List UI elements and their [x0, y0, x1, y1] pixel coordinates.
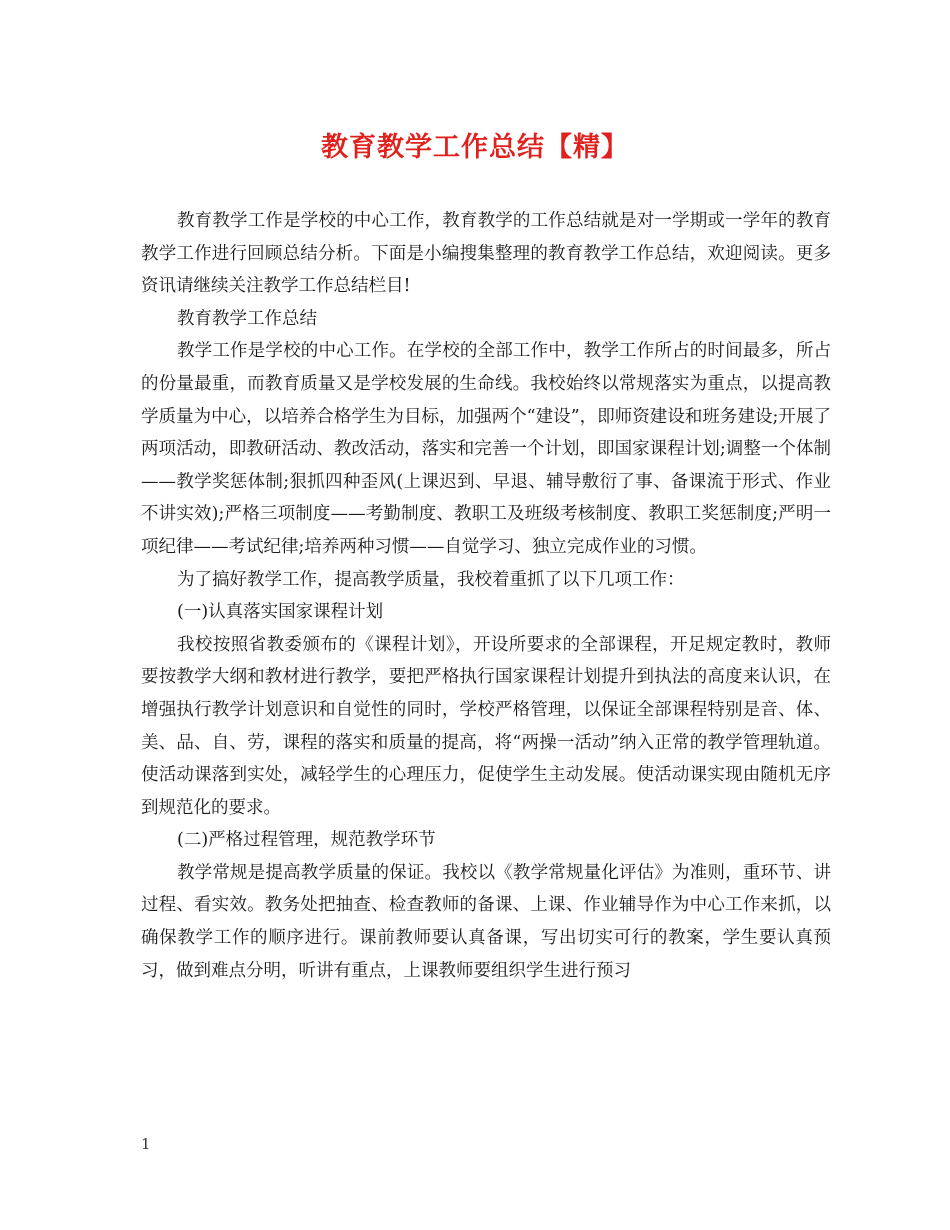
- document-body: [141, 205, 831, 987]
- intro-paragraph: 教育教学工作是学校的中心工作，教育教学的工作总结就是对一学期或一学年的教育教学工作进行回顾总结分析。下面是小编搜集整理的教育教学工作总结，欢迎阅读。更多资讯请继续关注教学工作总结栏目!: [141, 211, 831, 297]
- section-heading: 教育教学工作总结: [177, 308, 317, 329]
- body-paragraph: 教学常规是提高教学质量的保证。我校以《教学常规量化评估》为准则，重环节、讲过程、看实效。教务处把抽查、检查教师的备课、上课、作业辅导作为中心工作来抓，以确保教学工作的顺序进行。课前教师要认真备课，写出切实可行的教案，学生要认真预习，做到难点分明，听讲有重点，上课教师要组织学生进行预习: [141, 862, 831, 981]
- body-paragraph: 我校按照省教委颁布的《课程计划》，开设所要求的全部课程，开足规定教时，教师要按教学大纲和教材进行教学，要把严格执行国家课程计划提升到执法的高度来认识，在增强执行教学计划意识和自觉性的同时，学校严格管理，以保证全部课程特别是音、体、美、品、自、劳，课程的落实和质量的提高，将“两操一活动”纳入正常的教学管理轨道。使活动课落到实处，减轻学生的心理压力，促使学生主动发展。使活动课实现由随机无序到规范化的要求。: [141, 634, 831, 818]
- body-paragraph: 教学工作是学校的中心工作。在学校的全部工作中，教学工作所占的时间最多，所占的份量最重，而教育质量又是学校发展的生命线。我校始终以常规落实为重点，以提高教学质量为中心，以培养合格学生为目标，加强两个“建设”，即师资建设和班务建设;开展了两项活动，即教研活动、教改活动，落实和完善一个计划，即国家课程计划;调整一个体制——教学奖惩体制;狠抓四种歪风(上课迟到、早退、辅导敷衍了事、备课流于形式、作业不讲实效);严格三项制度——考勤制度、教职工及班级考核制度、教职工奖惩制度;严明一项纪律——考试纪律;培养两种习惯——自觉学习、独立完成作业的习惯。: [141, 341, 831, 557]
- subsection-heading: (一)认真落实国家课程计划: [177, 602, 384, 623]
- subsection-heading: (二)严格过程管理，规范教学环节: [177, 830, 436, 851]
- page-number: 1: [141, 1135, 151, 1153]
- document-title: 教育教学工作总结【精】: [321, 132, 629, 163]
- body-paragraph: 为了搞好教学工作，提高教学质量，我校着重抓了以下几项工作：: [177, 569, 685, 590]
